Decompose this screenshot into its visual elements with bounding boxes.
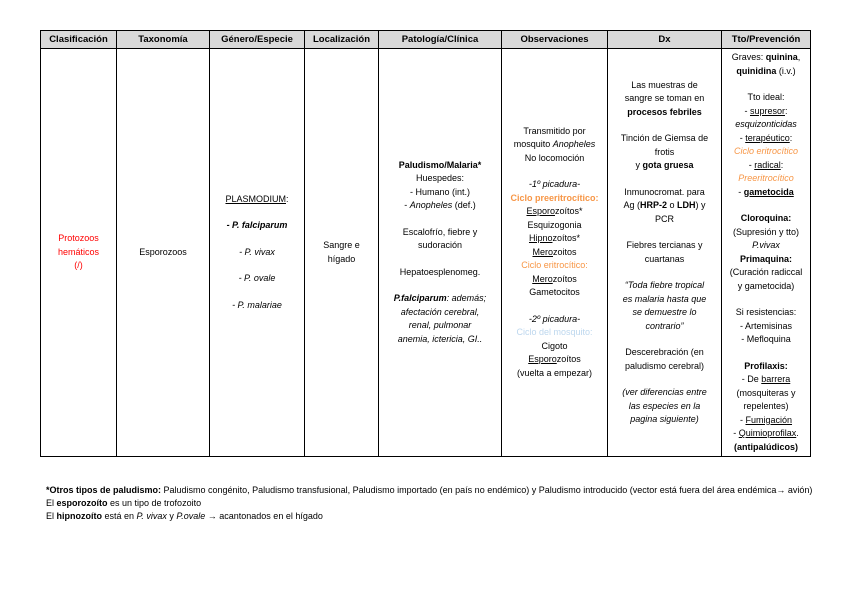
text: zoítos* — [555, 206, 583, 217]
text-line: (ver diferencias entre — [622, 387, 707, 397]
text-line: Escalofrío, fiebre y — [402, 226, 478, 237]
text-line: PCR — [654, 213, 674, 224]
text: y — [635, 160, 643, 170]
text-line: frotis — [654, 146, 675, 157]
text-line: Tinción de Giemsa de — [620, 133, 709, 143]
text: - — [748, 159, 755, 170]
header-localizacion: Localización — [305, 31, 379, 49]
text-line: pagina siguiente) — [630, 414, 699, 424]
species-item: - P. ovale — [238, 273, 276, 284]
text: barrera — [761, 374, 791, 384]
text-line: (mosquiteras y — [736, 387, 796, 398]
text: supresor — [749, 105, 785, 116]
text-line: es malaria hasta que — [622, 293, 707, 304]
cell-observaciones — [502, 49, 608, 457]
text-line: P.vivax — [752, 240, 780, 250]
text: - De — [741, 374, 762, 384]
text-line: (antipalúdicos) — [733, 441, 798, 452]
text: HRP-2 — [639, 200, 667, 210]
colon: : — [286, 193, 289, 204]
text-line: Tto ideal: — [747, 92, 785, 102]
clasif-line: Protozoos — [58, 233, 99, 244]
loc-line: Sangre e — [323, 240, 360, 250]
cell-localizacion — [305, 49, 379, 457]
text-line: Fiebres tercianas y — [626, 240, 703, 250]
text: quinina — [765, 52, 798, 62]
text: : — [780, 159, 784, 170]
text-line: paludismo cerebral) — [624, 360, 705, 371]
text: gametocida — [743, 186, 794, 197]
text: : — [789, 253, 792, 264]
text-line: Las muestras de — [631, 79, 698, 90]
text: esporozoíto — [56, 498, 108, 508]
text: : — [788, 213, 792, 223]
text: - — [738, 186, 744, 197]
text-line: esquizonticidas — [735, 119, 797, 129]
text-line: y gametocida) — [737, 280, 795, 291]
text-line: procesos febriles — [627, 106, 702, 117]
clasif-line: (/) — [74, 260, 83, 271]
text-line: sangre se toman en — [624, 93, 705, 103]
text: Anopheles — [409, 200, 453, 211]
header-observaciones: Observaciones — [502, 31, 608, 49]
text-line: se demuestre lo — [632, 307, 697, 317]
text: Anopheles — [552, 139, 596, 150]
text: P. vivax — [136, 511, 167, 521]
footnote-2 — [46, 497, 816, 510]
text: ) y — [695, 200, 706, 210]
cell-tto: Graves: quinina, quinidina (i.v.) Tto ideal: - supresor: esquizonticidas - terapéutico: Ciclo eritrocítico - radical: Preeritrocítico - gametocida Cloroquina: (Supresión y tto) P.vivax Primaquina: (Curación radiccal y gametocida) Si resistencias: - Artemisinas - Mefloquina Profilaxis: - De barrera (mosquiteras y repelentes) - Fumigación - Quimioprofilax. (antipalúdicos) — [722, 49, 811, 457]
species-item: - P. malariae — [232, 299, 282, 310]
species-item: - P. falciparum — [226, 220, 288, 231]
text-line: repelentes) — [743, 401, 789, 411]
header-row — [41, 31, 811, 49]
text: zoítos — [556, 354, 581, 365]
text-line: Ciclo eritrocítico — [733, 146, 798, 156]
text: El — [46, 511, 57, 521]
text: es un tipo de trofozoito — [107, 498, 202, 508]
table-row — [41, 49, 811, 457]
text: Primaquina — [739, 253, 789, 264]
text: → acantonados en el hígado — [205, 511, 323, 521]
text-line: - Mefloquina — [741, 334, 791, 344]
plasmodium-title: PLASMODIUM — [225, 193, 286, 204]
header-genero: Género/Especie — [210, 31, 305, 49]
text-line: cuartanas — [644, 253, 685, 264]
text-line: Preeritrocítico — [738, 173, 794, 183]
text-line: Ciclo eritrocítico: — [521, 260, 588, 271]
clasif-line: hemáticos — [57, 246, 100, 257]
text: P.falciparum — [393, 293, 447, 304]
text: - — [404, 200, 410, 211]
text-line: Descerebración (en — [625, 347, 704, 357]
text: (def.) — [452, 200, 476, 211]
header-dx: Dx — [608, 31, 722, 49]
text: terapéutico — [745, 132, 790, 143]
text: Paludismo congénito, Paludismo transfusional, Paludismo importado (en país no endémico) y Paludismo introducido (vector está fuera del área endémica→ avión) — [161, 485, 813, 495]
loc-line: hígado — [327, 253, 356, 264]
text-line: renal, pulmonar — [408, 320, 472, 331]
text: Mero — [532, 273, 553, 284]
text: Mero — [532, 246, 553, 257]
text: está en — [102, 511, 137, 521]
text-line: afectación cerebral, — [400, 306, 480, 317]
text: quinidina — [736, 65, 777, 76]
text: - — [739, 132, 746, 143]
text-line: sudoración — [417, 240, 463, 251]
text: zoítos* — [552, 233, 581, 244]
text: *Otros tipos de paludismo: — [46, 485, 162, 495]
text-line: (Curación radiccal — [729, 267, 803, 277]
text-line: Ciclo preeritrocítico: — [510, 192, 599, 203]
text-line: -1º picadura- — [528, 179, 581, 190]
text: Graves: — [731, 52, 766, 62]
text-line: las especies en la — [628, 400, 701, 411]
text-line: Hepatoesplenomeg. — [399, 266, 481, 277]
text: o — [667, 200, 678, 210]
text: LDH — [677, 200, 696, 210]
text: zoítos — [552, 273, 577, 284]
footnote-3 — [46, 510, 816, 523]
text-line: contrario” — [645, 320, 684, 331]
text-line: Cigoto — [541, 340, 568, 351]
text-line: Inmunocromat. para — [624, 186, 705, 197]
text: Cloroquina — [740, 213, 789, 223]
text: : — [784, 360, 788, 371]
text-line: “Toda fiebre tropical — [624, 280, 705, 290]
text: - — [739, 414, 746, 425]
text-line: (vuelta a empezar) — [516, 367, 593, 378]
text: Ag ( — [623, 200, 640, 210]
text-line: Gametocitos — [529, 287, 580, 298]
text: Esporo — [526, 206, 555, 217]
text: El — [46, 498, 57, 508]
cell-taxonomia: Esporozoos — [117, 49, 210, 457]
text: P.ovale — [176, 511, 206, 521]
malaria-table — [40, 30, 811, 457]
text: Fumigación — [745, 414, 793, 425]
paludismo-title: Paludismo/Malaria* — [398, 159, 482, 170]
text: y — [166, 511, 177, 521]
text-line: - Artemisinas — [739, 320, 792, 331]
header-patologia: Patología/Clínica — [379, 31, 502, 49]
text: - — [733, 428, 739, 438]
text: Hipno — [528, 233, 553, 244]
text: (i.v.) — [776, 65, 796, 76]
text: Profilaxis — [744, 360, 785, 371]
footnotes — [46, 484, 816, 523]
header-tto: Tto/Prevención — [722, 31, 811, 49]
species-item: - P. vivax — [239, 246, 275, 257]
text: mosquito — [513, 139, 553, 150]
header-taxonomia: Taxonomía — [117, 31, 210, 49]
text-line: -2º picadura- — [528, 313, 581, 324]
footnote-1 — [46, 484, 816, 497]
text-line: Huespedes: — [415, 173, 465, 184]
text: Esporo — [528, 354, 557, 365]
text: - — [744, 105, 750, 116]
cell-genero — [210, 49, 305, 457]
text: : — [789, 132, 793, 143]
text-line: No locomoción — [524, 152, 585, 163]
text-line: - Humano (int.) — [409, 186, 471, 197]
cell-patologia — [379, 49, 502, 457]
text: Quimioprofilax — [738, 428, 797, 438]
text: : — [785, 105, 788, 116]
cell-dx — [608, 49, 722, 457]
text-line: anemia, ictericia, GI.. — [397, 333, 483, 344]
text-line: Transmitido por — [523, 125, 586, 136]
text: hipnozoíto — [56, 511, 102, 521]
cell-clasificacion — [41, 49, 117, 457]
text-line: Ciclo del mosquito: — [516, 327, 593, 338]
text: zoitos — [553, 246, 577, 257]
text-line: (Supresión y tto) — [732, 226, 800, 237]
text-line: Esquizogonia — [527, 219, 582, 230]
text: radical — [754, 159, 781, 170]
text: : además; — [446, 293, 487, 304]
text-line: Si resistencias: — [735, 307, 797, 317]
text: gota gruesa — [642, 160, 694, 170]
header-clasificacion: Clasificación — [41, 31, 117, 49]
